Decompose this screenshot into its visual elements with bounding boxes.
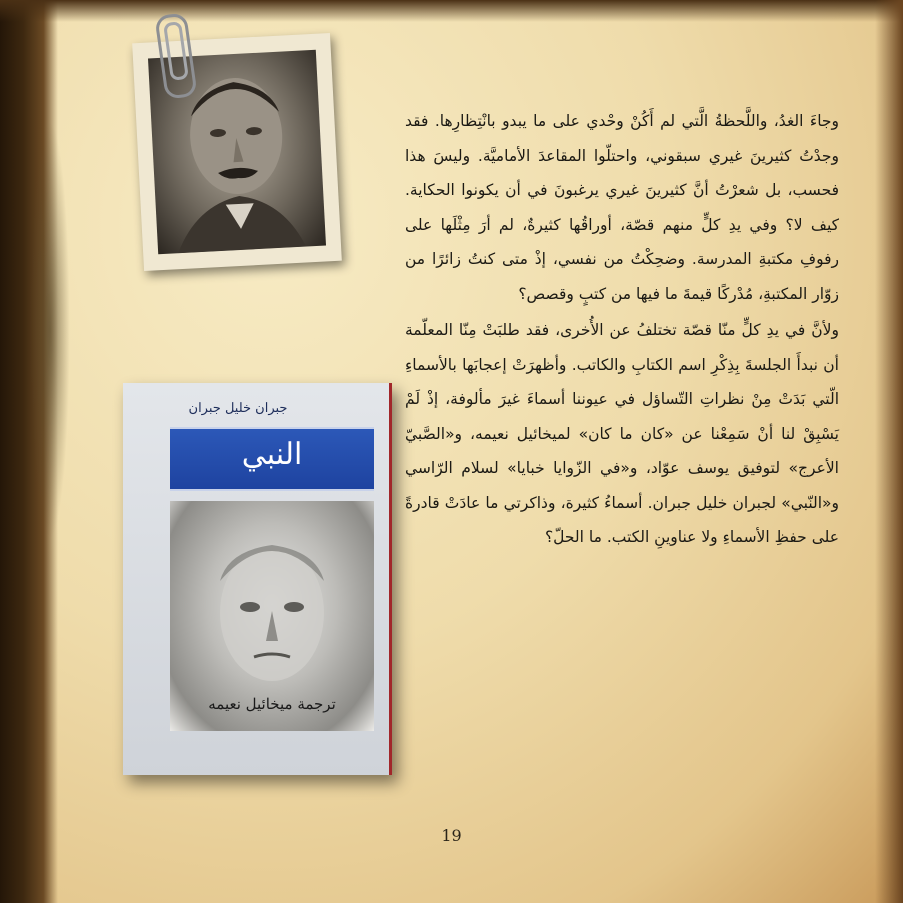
book-author: جبران خليل جبران bbox=[188, 401, 288, 416]
book-title: النبي bbox=[241, 437, 303, 472]
paragraph: وجاءَ الغدُ، واللَّحظةُ الَّتي لم أَكُنْ وحْدي على ما يبدو بانْتِظارِها. فقد وجدْتُ كثيرينَ غيري سبقوني، واحتلّوا المقاعدَ الأماميَّة. وليسَ هذا فحسب، بل شعرْتُ أنَّ كثيرينَ غيري يرغبونَ في أن يكونوا الحكاية. كيف لا؟ وفي يدِ كلٍّ منهم قصّة، أوراقُها كثيرةٌ، لم أرَ مِثْلَها على رفوفِ مكتبةِ المدرسة. وضحِكْتُ من نفسي، إذْ متى كنتُ زائرًا من زوّار المكتبةِ، مُدْركًا قيمةَ ما فيها من كتبٍ وقصص؟ bbox=[405, 112, 839, 303]
paper-stain bbox=[30, 120, 70, 540]
body-text bbox=[405, 104, 839, 555]
page-number: 19 bbox=[441, 826, 462, 845]
book-cover bbox=[123, 383, 392, 775]
book-title-band bbox=[170, 427, 374, 491]
book-translator: ترجمة ميخائيل نعيمه bbox=[208, 695, 336, 713]
page-top-edge bbox=[0, 0, 903, 22]
page-right-edge bbox=[875, 0, 903, 903]
paragraph: ولأنَّ في يدِ كلٍّ منّا قصّة تختلفُ عن الأُخرى، فقد طلبَتْ مِنّا المعلّمة أن نبدأَ الجلسةَ بِذِكْرِ اسم الكتابِ والكاتب. وأظهرَتْ إعجابَها بالأسماءِ الّتي بَدَتْ مِنْ نظراتِ التّساؤل في عيوننا أسماءَ غيرَ مألوفة، إذْ لَمْ يَسْبِقْ لنا أنْ سَمِعْنا عن «كان ما كان» لميخائيل نعيمه، و«الصَّبيّ الأعرج» لتوفيق يوسف عوّاد، و«في الزّوايا خبايا» لسلام الرّاسي و«النّبي» لجبران خليل جبران. أسماءُ كثيرة، وذاكرتي ما عادَتْ قادرةً على حفظِ الأسماءِ ولا عناوينِ الكتب. ما الحلّ؟ bbox=[405, 321, 839, 546]
